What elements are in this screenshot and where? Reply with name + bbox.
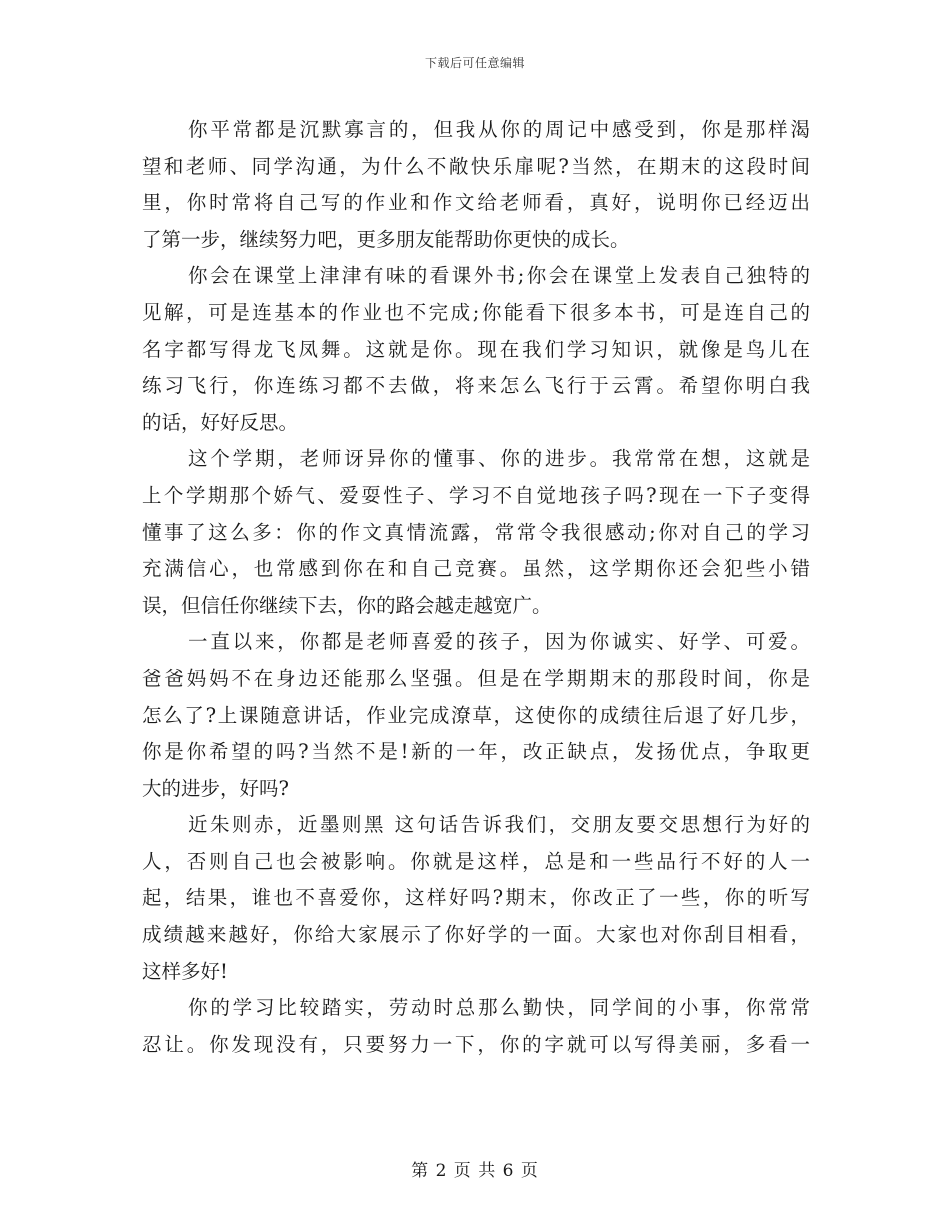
paragraph-line: 这个学期，老师讶异你的懂事、你的进步。我常常在想，这就是 [188,447,810,471]
document-body [142,112,810,1063]
paragraph-line: 了第一步，继续努力吧，更多朋友能帮助你更快的成长。 [142,227,630,251]
paragraph-line: 你是你希望的吗?当然不是!新的一年，改正缺点，发扬优点，争取更 [142,740,810,764]
paragraph-line: 里，你时常将自己写的作业和作文给老师看，真好，说明你已经迈出 [142,191,810,215]
paragraph-line: 忍让。你发现没有，只要努力一下，你的字就可以写得美丽，多看一 [142,1032,810,1056]
paragraph-line: 爸爸妈妈不在身边还能那么坚强。但是在学期期末的那段时间，你是 [142,666,810,690]
paragraph-line: 成绩越来越好，你给大家展示了你好学的一面。大家也对你刮目相看， [142,923,810,947]
paragraph-line: 误，但信任你继续下去，你的路会越走越宽广。 [142,593,552,617]
paragraph-line: 上个学期那个娇气、爱耍性子、学习不自觉地孩子吗?现在一下子变得 [142,483,810,507]
paragraph-line: 你平常都是沉默寡言的，但我从你的周记中感受到，你是那样渴 [188,118,810,141]
paragraph-line: 一直以来，你都是老师喜爱的孩子，因为你诚实、好学、可爱。 [188,630,810,654]
paragraph-line: 的话，好好反思。 [142,410,299,434]
paragraph-line: 这样多好! [142,959,228,983]
paragraph-line: 懂事了这么多：你的作文真情流露，常常令我很感动;你对自己的学习 [142,520,810,544]
paragraph-line: 望和老师、同学沟通，为什么不敞快乐扉呢?当然，在期末的这段时间 [142,154,810,178]
paragraph-line: 人，否则自己也会被影响。你就是这样，总是和一些品行不好的人一 [142,849,810,873]
paragraph-line: 近朱则赤，近墨则黑 这句话告诉我们，交朋友要交思想行为好的 [188,813,810,837]
page-header: 下载后可任意编辑 [424,56,525,70]
paragraph-line: 名字都写得龙飞凤舞。这就是你。现在我们学习知识，就像是鸟儿在 [142,337,810,361]
paragraph-line: 你的学习比较踏实，劳动时总那么勤快，同学间的小事，你常常 [188,996,810,1020]
paragraph-line: 起，结果，谁也不喜爱你，这样好吗?期末，你改正了一些，你的听写 [142,886,810,910]
paragraph-line: 大的进步，好吗? [142,776,289,800]
paragraph-line: 怎么了?上课随意讲话，作业完成潦草，这使你的成绩往后退了好几步， [142,703,810,727]
paragraph-line: 见解，可是连基本的作业也不完成;你能看下很多本书，可是连自己的 [142,300,810,324]
paragraph-line: 你会在课堂上津津有味的看课外书;你会在课堂上发表自己独特的 [188,264,810,288]
page-footer: 第 2 页 共 6 页 [411,1161,539,1181]
paragraph-line: 练习飞行，你连练习都不去做，将来怎么飞行于云霄。希望你明白我 [142,374,810,398]
paragraph-line: 充满信心，也常感到你在和自己竞赛。虽然，这学期你还会犯些小错 [142,557,810,581]
